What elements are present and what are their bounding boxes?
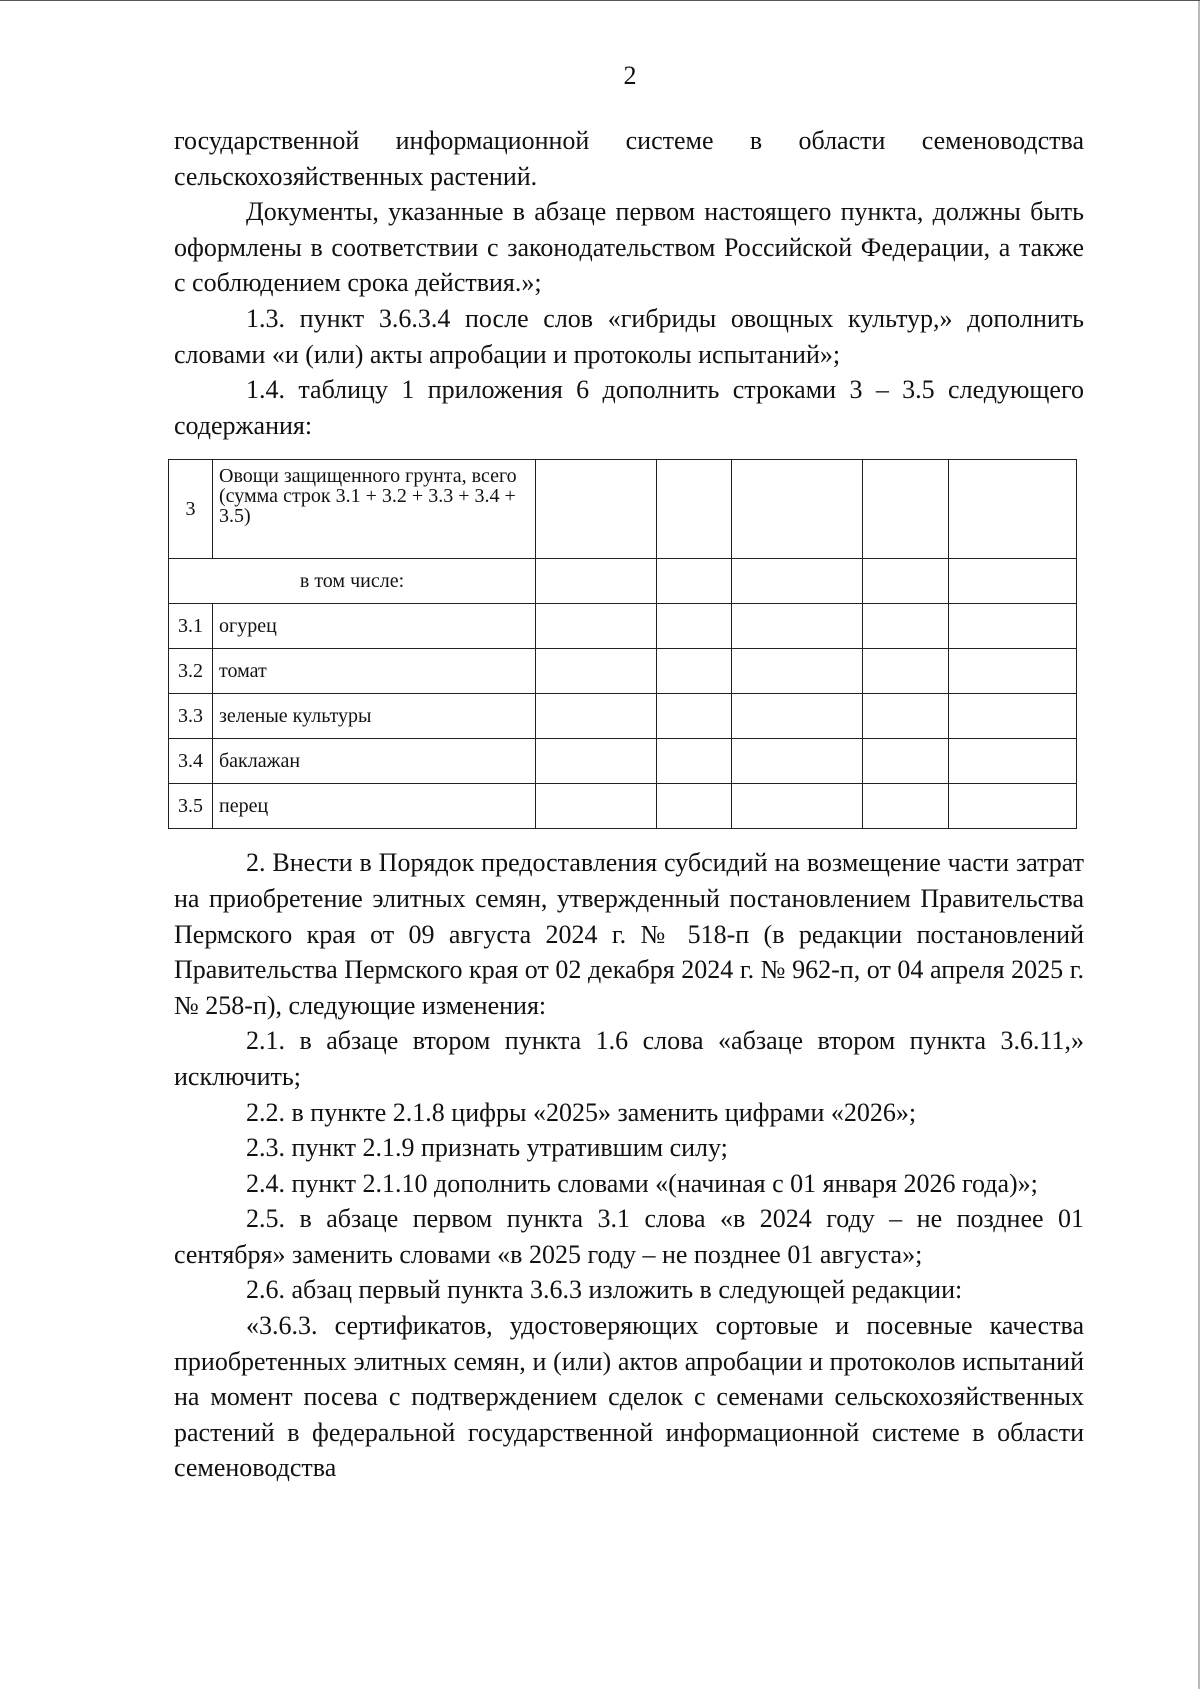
table-cell [536,784,657,829]
table-cell [949,649,1077,694]
row-number: 3.2 [169,649,213,694]
table-cell [657,739,732,784]
table-cell [863,604,949,649]
table-cell [863,784,949,829]
row-name: баклажан [213,739,536,784]
table-cell [949,604,1077,649]
table-row [169,694,1077,739]
row-name: Овощи защищенного грунта, всего (сумма строк 3.1 + 3.2 + 3.3 + 3.4 + 3.5) [213,460,536,559]
table-cell [536,694,657,739]
table-cell [657,460,732,559]
paragraph: 2.5. в абзаце первом пункта 3.1 слова «в 2024 году – не позднее 01 сентября» заменить словами «в 2025 году – не позднее 01 августа»; [174,1204,1084,1269]
paragraph: 2. Внести в Порядок предоставления субсидий на возмещение части затрат на приобретение элитных семян, утвержденный постановлением Правительства Пермского края от 09 августа 2024 г. № 518-п (в редакции постановлений Правительства Пермского края от 02 декабря 2024 г. № 962-п, от 04 апреля 2025 г. № 258-п), следующие изменения: [174,848,1084,1020]
table-cell [657,649,732,694]
table-cell [536,559,657,604]
table-cell [949,460,1077,559]
table-cell [863,559,949,604]
table-cell [949,694,1077,739]
row-name: огурец [213,604,536,649]
table-cell [863,739,949,784]
table-cell [657,694,732,739]
paragraph: 2.3. пункт 2.1.9 признать утратившим силу; [246,1133,728,1163]
table-cell [732,604,863,649]
row-name: томат [213,649,536,694]
table-1-rows [168,459,1077,829]
table-cell [732,460,863,559]
table-cell [863,649,949,694]
paragraph: 2.4. пункт 2.1.10 дополнить словами «(начиная с 01 января 2026 года)»; [246,1168,1038,1198]
paragraph: 2.2. в пункте 2.1.8 цифры «2025» заменить цифрами «2026»; [246,1097,917,1127]
table-cell [536,460,657,559]
paragraph: 2.6. абзац первый пункта 3.6.3 изложить в следующей редакции: [246,1275,963,1305]
paragraph: 1.3. пункт 3.6.3.4 после слов «гибриды овощных культур,» дополнить словами «и (или) акты апробации и протоколы испытаний»; [174,303,1084,369]
row-name: перец [213,784,536,829]
paragraph: 2.1. в абзаце втором пункта 1.6 слова «абзаце втором пункта 3.6.11,» исключить; [174,1026,1084,1091]
row-number: 3.5 [169,784,213,829]
paragraph: «3.6.3. сертификатов, удостоверяющих сортовые и посевные качества приобретенных элитных семян, и (или) актов апробации и протоколов испытаний на момент посева с подтверждением сделок с семенами сельскохозяйственных растений в федеральной государственной информационной системе в области семеноводства [174,1311,1084,1483]
table-cell [732,694,863,739]
table-cell [863,460,949,559]
table-row [169,649,1077,694]
subheader-cell: в том числе: [169,559,536,604]
table-cell [657,784,732,829]
table-row [169,604,1077,649]
paragraph: 1.4. таблицу 1 приложения 6 дополнить строками 3 – 3.5 следующего содержания: [174,375,1084,440]
table-cell [732,559,863,604]
table-cell [732,739,863,784]
table-cell [949,739,1077,784]
table-container [168,459,1084,829]
row-number: 3.4 [169,739,213,784]
table-cell [657,604,732,649]
table-row [169,559,1077,604]
table-cell [536,604,657,649]
table-row [169,460,1077,559]
table-cell [536,649,657,694]
table-cell [657,559,732,604]
table-row [169,784,1077,829]
document-body [174,123,1084,1486]
table-cell [949,784,1077,829]
table-cell [732,649,863,694]
paragraph: Документы, указанные в абзаце первом настоящего пункта, должны быть оформлены в соответствии с законодательством Российской Федерации, а также с соблюдением срока действия.»; [174,197,1084,298]
row-number: 3.3 [169,694,213,739]
page-number: 2 [623,61,637,90]
table-cell [536,739,657,784]
table-row [169,739,1077,784]
table-cell [863,694,949,739]
row-number: 3.1 [169,604,213,649]
row-number: 3 [169,460,213,559]
table-cell [732,784,863,829]
paragraph: государственной информационной системе в области семеноводства сельскохозяйственных растений. [174,126,1084,191]
row-name: зеленые культуры [213,694,536,739]
table-cell [949,559,1077,604]
